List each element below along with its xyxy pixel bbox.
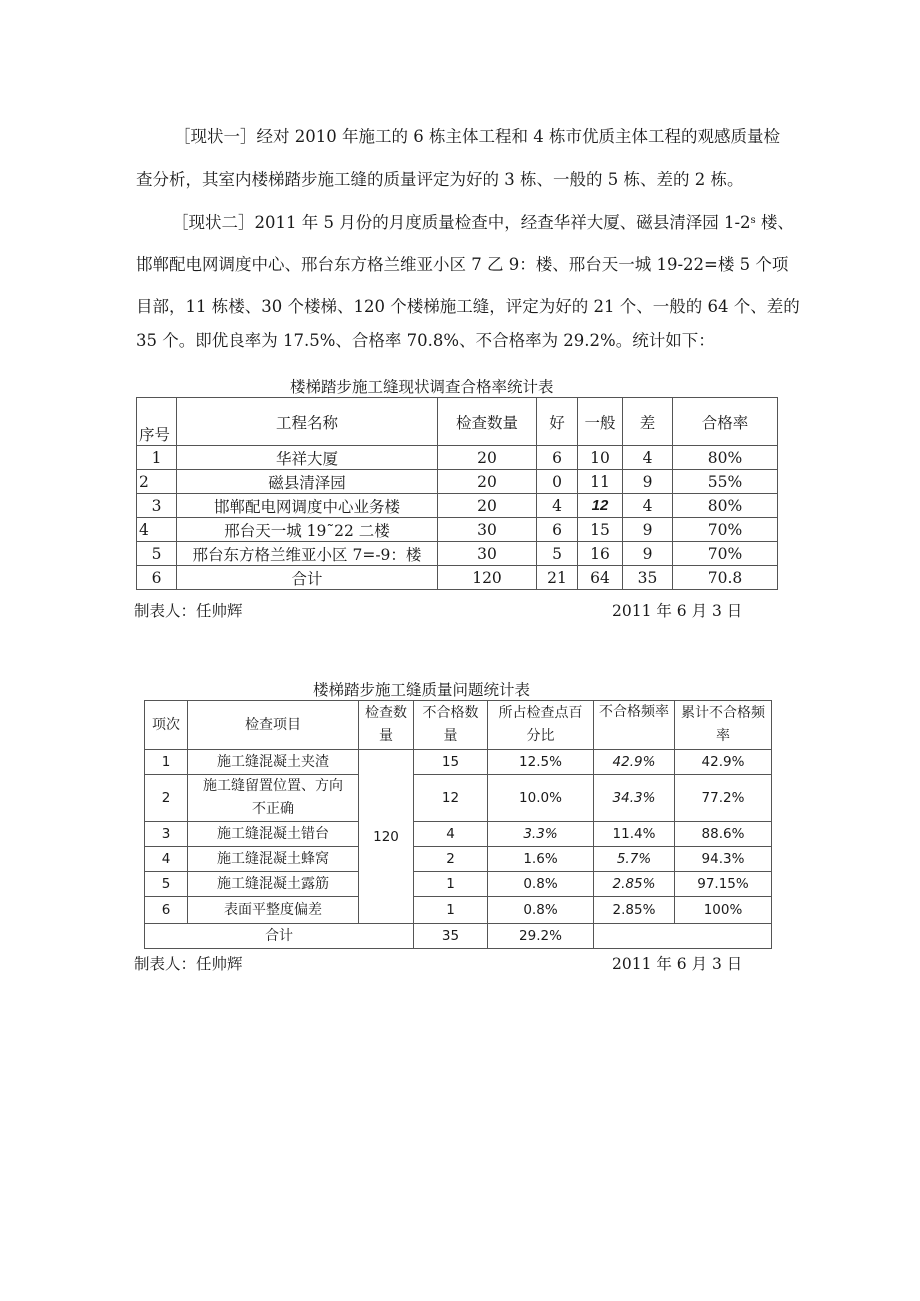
cell-poor: 35 bbox=[623, 566, 673, 590]
cell-seq: 3 bbox=[137, 494, 177, 518]
header-item-no-text: 项次 bbox=[152, 716, 180, 733]
table-row bbox=[145, 847, 772, 872]
cell-total-empty bbox=[594, 924, 772, 949]
table-row bbox=[137, 494, 778, 518]
cell-cum-freq: 42.9% bbox=[675, 750, 772, 775]
cell-good: 5 bbox=[537, 542, 578, 566]
cell-total-label: 合计 bbox=[145, 924, 414, 949]
cell-count: 20 bbox=[438, 494, 537, 518]
cell-fail-count: 12 bbox=[414, 775, 488, 822]
cell-rate: 70% bbox=[673, 518, 778, 542]
table-row bbox=[145, 750, 772, 775]
cell-item-no: 1 bbox=[145, 750, 188, 775]
cell-cum-freq: 97.15% bbox=[675, 872, 772, 897]
cell-seq: 4 bbox=[137, 518, 177, 542]
cell-average: 12 bbox=[578, 494, 623, 518]
quality-issue-table bbox=[144, 700, 772, 949]
cell-count: 20 bbox=[438, 446, 537, 470]
cell-cum-freq: 77.2% bbox=[675, 775, 772, 822]
cell-good: 0 bbox=[537, 470, 578, 494]
cell-good: 6 bbox=[537, 446, 578, 470]
cell-percent: 3.3% bbox=[488, 822, 594, 847]
cell-rate: 80% bbox=[673, 446, 778, 470]
cell-total-percent: 29.2% bbox=[488, 924, 594, 949]
status2-superscript: s bbox=[750, 215, 756, 226]
cell-good: 21 bbox=[537, 566, 578, 590]
cell-check-item bbox=[188, 775, 359, 822]
cell-average: 64 bbox=[578, 566, 623, 590]
cell-cum-freq: 88.6% bbox=[675, 822, 772, 847]
cell-cum-freq: 100% bbox=[675, 897, 772, 924]
table2-maker: 制表人：任帅辉 bbox=[134, 955, 243, 973]
cell-count: 30 bbox=[438, 518, 537, 542]
cell-count: 20 bbox=[438, 470, 537, 494]
cell-poor: 4 bbox=[623, 446, 673, 470]
cell-cum-freq: 94.3% bbox=[675, 847, 772, 872]
cell-poor: 9 bbox=[623, 470, 673, 494]
header-seq: 序号 bbox=[137, 398, 177, 446]
cell-seq: 6 bbox=[137, 566, 177, 590]
cell-item-no: 3 bbox=[145, 822, 188, 847]
cell-total-fail-count: 35 bbox=[414, 924, 488, 949]
cell-rate: 55% bbox=[673, 470, 778, 494]
cell-fail-freq: 2.85% bbox=[594, 872, 675, 897]
header-percent bbox=[488, 701, 594, 750]
cell-good: 4 bbox=[537, 494, 578, 518]
cell-check-item: 表面平整度偏差 bbox=[188, 897, 359, 924]
cell-fail-freq: 11.4% bbox=[594, 822, 675, 847]
cell-count: 30 bbox=[438, 542, 537, 566]
table-header-row bbox=[137, 398, 778, 446]
table-row bbox=[137, 446, 778, 470]
cell-seq: 5 bbox=[137, 542, 177, 566]
table-total-row bbox=[145, 924, 772, 949]
cell-poor: 9 bbox=[623, 542, 673, 566]
header-inspect-count-text: 检查数量 bbox=[365, 705, 407, 744]
table2-date: 2011 年 6 月 3 日 bbox=[612, 955, 743, 973]
table-row bbox=[145, 872, 772, 897]
cell-rate: 70% bbox=[673, 542, 778, 566]
cell-item-no: 2 bbox=[145, 775, 188, 822]
cell-fail-count: 1 bbox=[414, 897, 488, 924]
cell-average: 16 bbox=[578, 542, 623, 566]
cell-fail-freq: 2.85% bbox=[594, 897, 675, 924]
cell-average: 15 bbox=[578, 518, 623, 542]
cell-seq: 2 bbox=[137, 470, 177, 494]
cell-item-no: 4 bbox=[145, 847, 188, 872]
table1-date: 2011 年 6 月 3 日 bbox=[612, 602, 743, 620]
cell-fail-count: 2 bbox=[414, 847, 488, 872]
header-fail-count bbox=[414, 701, 488, 750]
cell-percent: 0.8% bbox=[488, 872, 594, 897]
table-total-row bbox=[137, 566, 778, 590]
cell-good: 6 bbox=[537, 518, 578, 542]
table2-title: 楼梯踏步施工缝质量问题统计表 bbox=[313, 681, 531, 699]
table-row bbox=[145, 822, 772, 847]
cell-percent: 0.8% bbox=[488, 897, 594, 924]
cell-inspect-count: 120 bbox=[359, 750, 414, 924]
header-fail-count-text: 不合格数量 bbox=[422, 705, 479, 744]
header-percent-text: 所占检查点百分比 bbox=[498, 705, 583, 744]
header-fail-freq bbox=[594, 701, 675, 750]
cell-rate: 70.8 bbox=[673, 566, 778, 590]
table-row bbox=[145, 775, 772, 822]
header-average: 一般 bbox=[578, 398, 623, 446]
header-project-name: 工程名称 bbox=[177, 398, 438, 446]
status2-line1-text: ［现状二］2011 年 5 月份的月度质量检查中，经查华祥大厦、磁县清泽园 1-2 bbox=[172, 213, 751, 232]
cell-percent: 1.6% bbox=[488, 847, 594, 872]
cell-seq: 1 bbox=[137, 446, 177, 470]
header-check-item: 检查项目 bbox=[188, 701, 359, 750]
cell-fail-freq: 5.7% bbox=[594, 847, 675, 872]
table1-title: 楼梯踏步施工缝现状调查合格率统计表 bbox=[290, 378, 554, 396]
status2-line1-tail: 楼、 bbox=[755, 213, 794, 232]
cell-project: 邯郸配电网调度中心业务楼 bbox=[177, 494, 438, 518]
cell-item-no: 5 bbox=[145, 872, 188, 897]
cell-fail-count: 15 bbox=[414, 750, 488, 775]
cell-project: 磁县清泽园 bbox=[177, 470, 438, 494]
cell-fail-freq: 42.9% bbox=[594, 750, 675, 775]
cell-average: 10 bbox=[578, 446, 623, 470]
header-inspect-count: 检查数量 bbox=[438, 398, 537, 446]
cell-percent: 12.5% bbox=[488, 750, 594, 775]
status2-line2: 邯郸配电网调度中心、邢台东方格兰维亚小区 7 乙 9：楼、邢台天一城 19-22=楼 5 个项 bbox=[136, 255, 789, 274]
cell-project: 合计 bbox=[177, 566, 438, 590]
cell-poor: 4 bbox=[623, 494, 673, 518]
cell-check-item: 施工缝混凝土夹渣 bbox=[188, 750, 359, 775]
cell-fail-count: 4 bbox=[414, 822, 488, 847]
header-pass-rate: 合格率 bbox=[673, 398, 778, 446]
table-row bbox=[137, 470, 778, 494]
cell-check-item: 施工缝混凝土错台 bbox=[188, 822, 359, 847]
status1-line1: ［现状一］经对 2010 年施工的 6 栋主体工程和 4 栋市优质主体工程的观感质量检 bbox=[174, 127, 780, 146]
header-cum-freq-text: 累计不合格频率 bbox=[681, 705, 765, 744]
cell-project: 华祥大厦 bbox=[177, 446, 438, 470]
cell-fail-freq: 34.3% bbox=[594, 775, 675, 822]
cell-average: 11 bbox=[578, 470, 623, 494]
cell-check-item: 施工缝混凝土蜂窝 bbox=[188, 847, 359, 872]
table-header-row bbox=[145, 701, 772, 750]
cell-percent: 10.0% bbox=[488, 775, 594, 822]
cell-poor: 9 bbox=[623, 518, 673, 542]
cell-project: 邢台天一城 19˜22 二楼 bbox=[177, 518, 438, 542]
cell-count: 120 bbox=[438, 566, 537, 590]
cell-check-item-text: 施工缝留置位置、方向不正确 bbox=[203, 778, 343, 817]
table-row bbox=[145, 897, 772, 924]
pass-rate-table bbox=[136, 397, 778, 590]
cell-project: 邢台东方格兰维亚小区 7=-9：楼 bbox=[177, 542, 438, 566]
cell-fail-count: 1 bbox=[414, 872, 488, 897]
table-row bbox=[137, 518, 778, 542]
table1-maker: 制表人：任帅辉 bbox=[134, 602, 243, 620]
cell-rate: 80% bbox=[673, 494, 778, 518]
header-cum-freq bbox=[675, 701, 772, 750]
status1-line2: 查分析，其室内楼梯踏步施工缝的质量评定为好的 3 栋、一般的 5 栋、差的 2 栋。 bbox=[136, 170, 744, 189]
cell-item-no: 6 bbox=[145, 897, 188, 924]
header-good: 好 bbox=[537, 398, 578, 446]
header-fail-freq-text: 不合格频率 bbox=[599, 704, 669, 720]
header-item-no bbox=[145, 701, 188, 750]
status2-line3: 目部，11 栋楼、30 个楼梯、120 个楼梯施工缝，评定为好的 21 个、一般的 64 个、差的 bbox=[136, 297, 800, 316]
status2-line4: 35 个。即优良率为 17.5%、合格率 70.8%、不合格率为 29.2%。统计如下： bbox=[136, 331, 715, 350]
status2-line1 bbox=[136, 214, 796, 232]
table-row bbox=[137, 542, 778, 566]
header-poor: 差 bbox=[623, 398, 673, 446]
header-inspect-count bbox=[359, 701, 414, 750]
cell-check-item: 施工缝混凝土露筋 bbox=[188, 872, 359, 897]
